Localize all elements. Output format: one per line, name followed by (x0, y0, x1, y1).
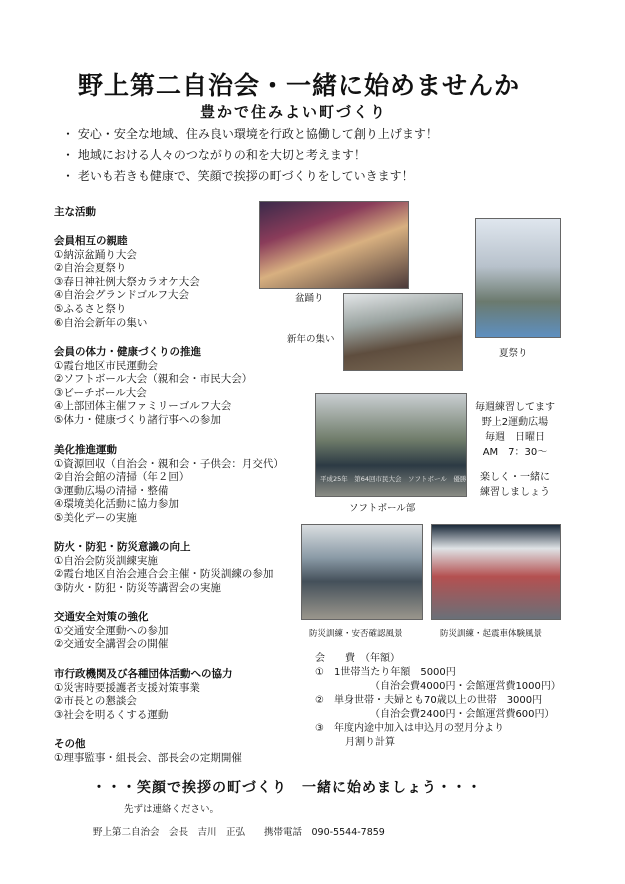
bullet-item: ・ 安心・安全な地域、住み良い環境を行政と協働して創り上げます！ (62, 127, 438, 141)
section-item: ⑥自治会新年の集い (54, 316, 148, 329)
drill-quake-truck-label: 防災訓練・起震車体験風景 (440, 629, 543, 639)
bullet-item: ・ 地域における人々のつながりの和を大切と考えます！ (62, 148, 366, 162)
section-heading: 会員の体力・健康づくりの推進 (54, 346, 201, 358)
section-heading: 会員相互の親睦 (54, 235, 128, 247)
section-item: ②霞台地区自治会連合会主催・防災訓練の参加 (54, 568, 274, 581)
section-item: ⑤美化デーの実施 (54, 511, 137, 524)
drill-safety-check-photo (301, 524, 423, 620)
section-heading: 美化推進運動 (54, 444, 117, 456)
section-disaster-prevention (54, 541, 273, 595)
fee-line: （自治会費4000円・会館運営費1000円） (315, 681, 561, 692)
practice-note-line (472, 460, 558, 470)
summer-festival-photo (475, 218, 561, 338)
section-item: ③社会を明るくする運動 (54, 708, 169, 721)
section-item: ①霞台地区市民運動会 (54, 359, 158, 372)
section-item: ⑤ふるさと祭り (54, 302, 127, 315)
contact-footer: 野上第二自治会 会長 吉川 正弘 携帯電話 090-5544-7859 (93, 827, 385, 838)
section-item: ①災害時要援護者支援対策事業 (54, 681, 200, 694)
section-item: ①理事監事・組長会、部長会の定期開催 (54, 751, 242, 764)
bon-odori-photo (259, 201, 409, 289)
section-other (54, 738, 242, 765)
bon-odori-label: 盆踊り (295, 293, 324, 304)
fee-line: ② 単身世帯・夫婦とも70歳以上の世帯 3000円 (315, 695, 543, 706)
section-item: ③運動広場の清掃・整備 (54, 484, 169, 497)
section-heading: 交通安全対策の強化 (54, 611, 149, 623)
section-item: ②交通安全講習会の開催 (54, 638, 169, 651)
section-item: ④上部団体主催ファミリーゴルフ大会 (54, 400, 232, 413)
practice-note-line: 毎週 日曜日 (485, 432, 545, 443)
practice-note-line: 練習しましょう (480, 487, 550, 498)
new-year-label: 新年の集い (287, 334, 335, 345)
section-heading: 防火・防犯・防災意識の向上 (54, 541, 191, 553)
section-item: ②ソフトボール大会（親和会・市民大会） (54, 373, 253, 386)
practice-note-line: 毎週練習してます (475, 402, 555, 413)
drill-quake-truck-photo (431, 524, 561, 620)
page-title: 野上第二自治会・一緒に始めませんか (78, 71, 521, 100)
new-year-photo (343, 293, 463, 371)
section-health (54, 346, 252, 428)
membership-fees (315, 652, 561, 750)
section-beautification (54, 444, 284, 526)
practice-note-line: 野上2運動広場 (481, 417, 549, 428)
summer-festival-label: 夏祭り (499, 348, 528, 359)
section-item: ①交通安全運動への参加 (54, 624, 169, 637)
section-item: ⑤体力・健康づくり諸行事への参加 (54, 413, 221, 426)
fee-line: 月割り計算 (315, 737, 395, 748)
practice-note-line: 楽しく・一緒に (480, 472, 550, 483)
section-item: ③ビーチボール大会 (54, 386, 147, 399)
section-traffic-safety (54, 611, 168, 652)
fee-line: 会 費 （年額） (315, 653, 400, 664)
practice-note (472, 400, 558, 500)
section-cooperation (54, 668, 233, 722)
section-friendship (54, 235, 200, 330)
fee-line: ③ 年度内途中加入は申込月の翌月分より (315, 723, 504, 734)
section-item: ③防火・防犯・防災等講習会の実施 (54, 581, 221, 594)
section-item: ②市長との懇談会 (54, 695, 137, 708)
section-item: ①資源回収（自治会・親和会・子供会：月交代） (54, 457, 284, 470)
softball-label: ソフトボール部 (349, 503, 416, 514)
drill-safety-check-label: 防災訓練・安否確認風景 (309, 629, 403, 639)
softball-team-photo (315, 393, 467, 497)
page-subtitle: 豊かで住みよい町づくり (200, 103, 388, 121)
bullet-item: ・ 老いも若きも健康で、笑顔で挨拶の町づくりをしていきます！ (62, 169, 414, 183)
section-item: ③春日神社例大祭カラオケ大会 (54, 275, 200, 288)
softball-banner-text: 平成25年 第64回市民大会 ソフトボール 優勝 (320, 475, 467, 483)
practice-note-line: AM 7：30～ (482, 447, 548, 458)
section-item: ①自治会防災訓練実施 (54, 554, 158, 567)
section-item: ④環境美化活動に協力参加 (54, 498, 179, 511)
fee-line: ① 1世帯当たり年額 5000円 (315, 667, 456, 678)
section-item: ②自治会夏祭り (54, 262, 127, 275)
section-item: ①納涼盆踊り大会 (54, 248, 137, 261)
section-item: ②自治会館の清掃（年２回） (54, 471, 190, 484)
section-heading: 市行政機関及び各種団体活動への協力 (54, 668, 233, 680)
slogan: ・・・笑顔で挨拶の町づくり 一緒に始めましょう・・・ (92, 780, 482, 796)
bullet-list (62, 124, 438, 187)
contact-note: 先ずは連絡ください。 (124, 804, 220, 815)
section-heading: その他 (54, 738, 86, 750)
main-activities-heading: 主な活動 (54, 206, 96, 218)
fee-line: （自治会費2400円・会館運営費600円） (315, 709, 555, 720)
section-item: ④自治会グランドゴルフ大会 (54, 289, 189, 302)
